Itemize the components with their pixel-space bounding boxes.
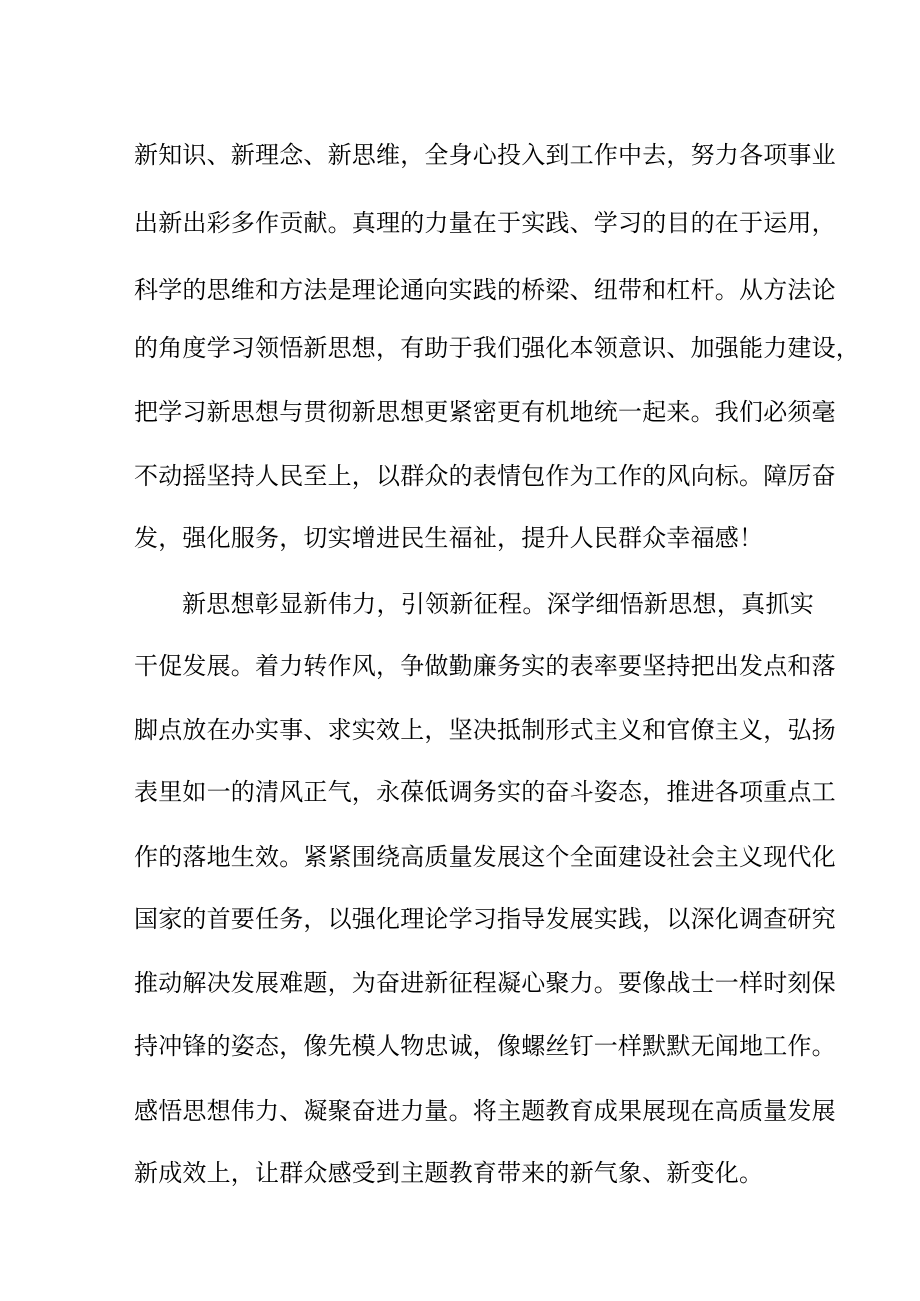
paragraph-line: 新成效上，让群众感受到主题教育带来的新气象、新变化。 [134,1159,764,1187]
paragraph-line: 出新出彩多作贡献。真理的力量在于实践、学习的目的在于运用， [134,209,836,237]
paragraph-line: 干促发展。着力转作风，争做勤廉务实的表率要坚持把出发点和落 [134,652,836,680]
paragraph-line: 国家的首要任务，以强化理论学习指导发展实践，以深化调查研究 [134,905,836,933]
paragraph-line: 表里如一的清风正气，永葆低调务实的奋斗姿态，推进各项重点工 [134,778,836,806]
paragraph-line: 发，强化服务，切实增进民生福祉，提升人民群众幸福感！ [134,524,764,552]
paragraph-line: 不动摇坚持人民至上，以群众的表情包作为工作的风向标。障厉奋 [134,462,836,490]
paragraph-line: 把学习新思想与贯彻新思想更紧密更有机地统一起来。我们必须毫 [134,398,836,426]
paragraph-line: 的角度学习领悟新思想，有助于我们强化本领意识、加强能力建设， [134,334,860,362]
paragraph-line: 新知识、新理念、新思维，全身心投入到工作中去，努力各项事业 [134,141,836,169]
paragraph-line: 感悟思想伟力、凝聚奋进力量。将主题教育成果展现在高质量发展 [134,1097,836,1125]
paragraph-line: 作的落地生效。紧紧围绕高质量发展这个全面建设社会主义现代化 [134,843,836,871]
paragraph-line: 脚点放在办实事、求实效上，坚决抵制形式主义和官僚主义，弘扬 [134,716,836,744]
paragraph-line: 推动解决发展难题，为奋进新征程凝心聚力。要像战士一样时刻保 [134,969,836,997]
paragraph-line: 科学的思维和方法是理论通向实践的桥梁、纽带和杠杆。从方法论 [134,276,836,304]
paragraph-line: 持冲锋的姿态，像先模人物忠诚，像螺丝钉一样默默无闻地工作。 [134,1032,836,1060]
paragraph-line: 新思想彰显新伟力，引领新征程。深学细悟新思想，真抓实 [182,590,814,618]
